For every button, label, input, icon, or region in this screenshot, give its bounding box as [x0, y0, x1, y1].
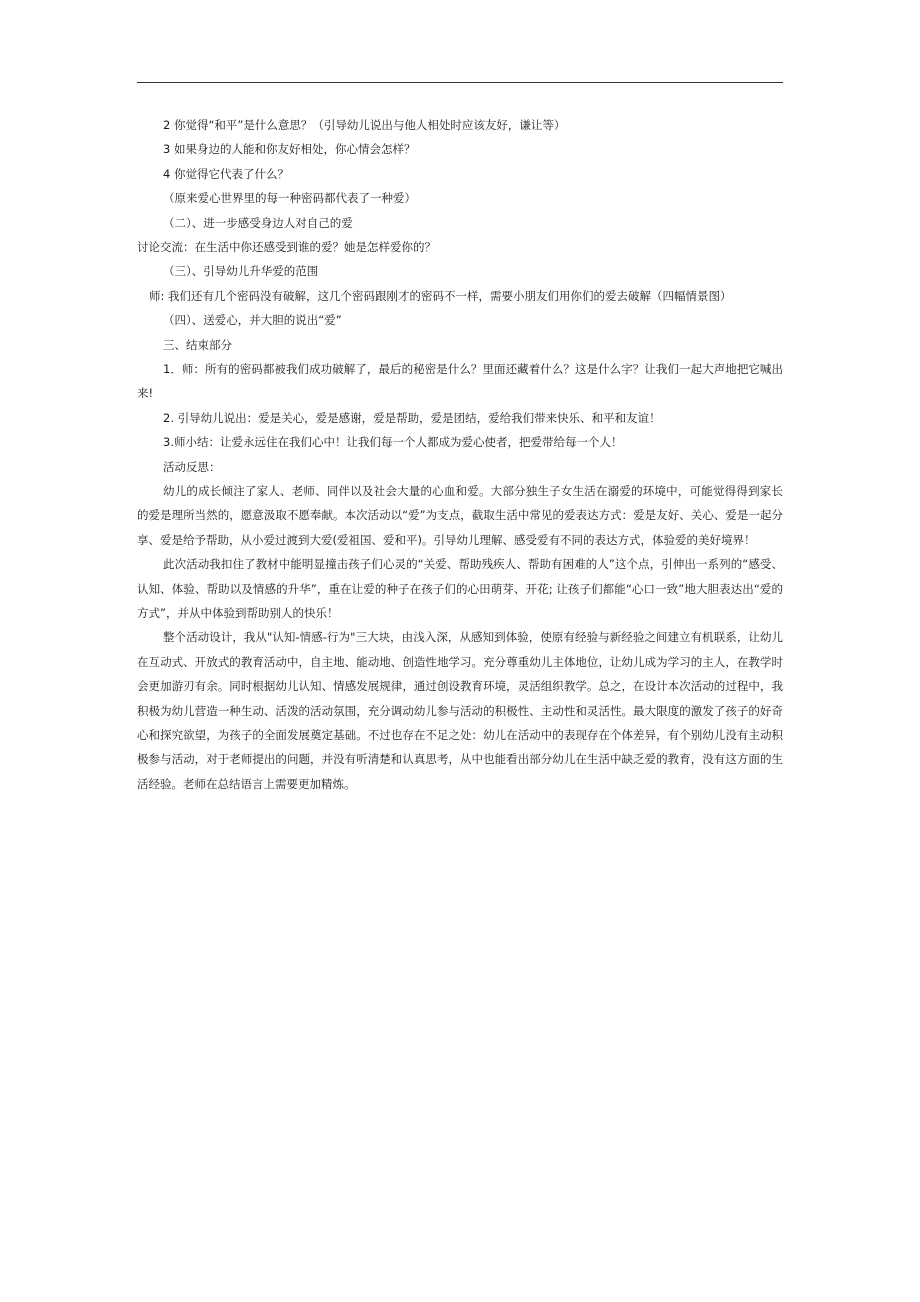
reflection-heading: 活动反思： — [163, 459, 221, 474]
ending-step-paragraph: 2. 引导幼儿说出：爱是关心，爱是感谢，爱是帮助，爱是团结，爱给我们带来快乐、和平和友谊！ — [163, 410, 661, 425]
reflection-paragraph: 此次活动我扣住了教材中能明显撞击孩子们心灵的“关爱、帮助残疾人、帮助有困难的人”这个点，引伸出一系列的“感受、认知、体验、帮助以及情感的升华”，重在让爱的种子在孩子们的心田萌芽、开花; 让孩子们都能“心口一致”地大胆表达出“爱的方式”，并从中体验到帮助别人的快乐！ — [137, 557, 783, 620]
section-heading: 三、结束部分 — [163, 337, 232, 352]
document-body — [137, 113, 783, 796]
question-line: 3 如果身边的人能和你友好相处，你心情会怎样？ — [163, 142, 416, 157]
ending-step-paragraph: 3.师小结：让爱永远住在我们心中！让我们每一个人都成为爱心使者，把爱带给每一个人！ — [163, 435, 623, 450]
question-line: 4 你觉得它代表了什么？ — [163, 166, 289, 181]
ending-step-paragraph: 1．师：所有的密码都被我们成功破解了，最后的秘密是什么？里面还藏着什么？这是什么字？让我们一起大声地把它喊出来! — [137, 361, 783, 401]
discussion-line: 讨论交流：在生活中你还感受到谁的爱？她是怎样爱你的？ — [137, 239, 436, 254]
question-line: 2 你觉得“和平”是什么意思？（引导幼儿说出与他人相处时应该友好，谦让等） — [163, 118, 566, 132]
section-heading: （三）、引导幼儿升华爱的范围 — [163, 264, 319, 279]
reflection-paragraph: 幼儿的成长倾注了家人、老师、同伴以及社会大量的心血和爱。大部分独生子女生活在溺爱的环境中，可能觉得得到家长的爱是理所当然的，愿意汲取不愿奉献。本次活动以“爱”为支点，截取生活中常见的爱表达方式：爱是友好、关心、爱是一起分享、爱是给予帮助，从小爱过渡到大爱(爱祖国、爱和平)。引导幼儿理解、感受爱有不同的表达方式，体验爱的美好境界！ — [137, 483, 783, 547]
reflection-paragraph: 整个活动设计，我从"认知-情感-行为"三大块，由浅入深，从感知到体验，使原有经验与新经验之间建立有机联系，让幼儿在互动式、开放式的教育活动中，自主地、能动地、创造性地学习。充分尊重幼儿主体地位，让幼儿成为学习的主人，在教学时会更加游刃有余。同时根据幼儿认知、情感发展规律，通过创设教育环境，灵活组织教学。总之，在设计本次活动的过程中，我积极为幼儿营造一种生动、活泼的活动氛围，充分调动幼儿参与活动的积极性、主动性和灵活性。最大限度的激发了孩子的好奇心和探究欲望，为孩子的全面发展奠定基础。不过也存在不足之处：幼儿在活动中的表现存在个体差异，有个别幼儿没有主动积极参与活动，对于老师提出的问题，并没有听清楚和认真思考，从中也能看出部分幼儿在生活中缺乏爱的教育，没有这方面的生活经验。老师在总结语言上需要更加精炼。 — [137, 630, 783, 791]
teacher-line: 师: 我们还有几个密码没有破解，这几个密码跟刚才的密码不一样，需要小朋友们用你们的爱去破解（四幅情景图） — [149, 288, 732, 303]
note-line: （原来爱心世界里的每一种密码都代表了一种爱） — [163, 191, 416, 206]
header-rule — [137, 82, 783, 83]
section-heading: （四）、送爱心，并大胆的说出“爱” — [163, 313, 342, 328]
section-heading: （二）、进一步感受身边人对自己的爱 — [163, 215, 353, 230]
